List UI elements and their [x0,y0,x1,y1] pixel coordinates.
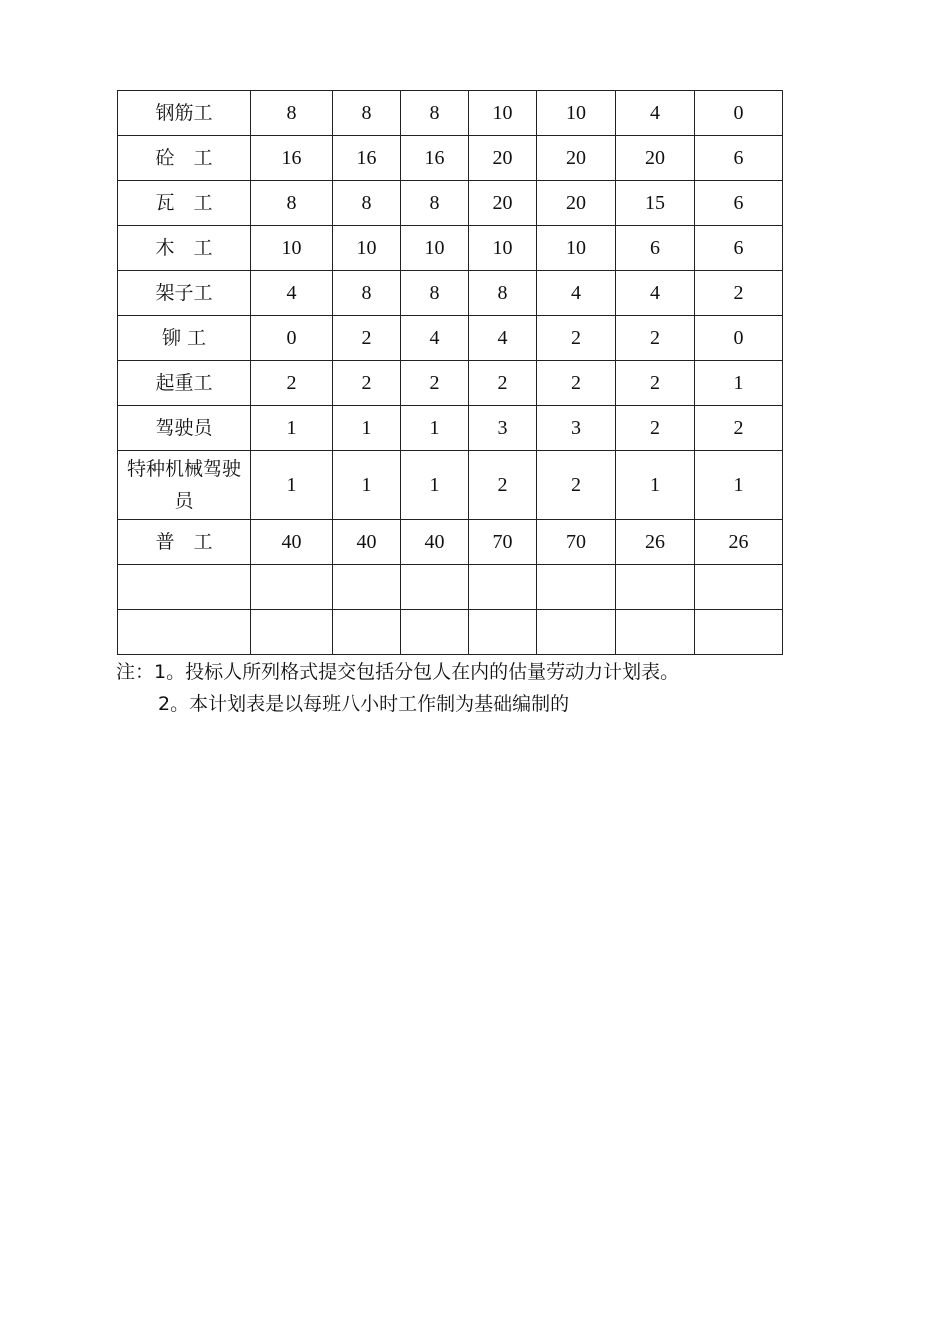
headcount-cell: 8 [251,91,333,136]
table-row [118,610,783,655]
headcount-cell: 1 [616,451,695,520]
headcount-cell: 2 [616,316,695,361]
headcount-cell: 8 [401,271,469,316]
headcount-cell [401,610,469,655]
headcount-cell: 8 [251,181,333,226]
headcount-cell: 1 [333,406,401,451]
headcount-cell: 1 [401,451,469,520]
headcount-cell: 2 [333,361,401,406]
headcount-cell: 2 [695,271,783,316]
headcount-cell: 16 [333,136,401,181]
headcount-cell [333,565,401,610]
headcount-cell: 4 [616,271,695,316]
headcount-cell: 1 [695,451,783,520]
headcount-cell: 1 [251,451,333,520]
headcount-cell [537,610,616,655]
headcount-cell [616,610,695,655]
headcount-cell: 2 [616,361,695,406]
headcount-cell: 10 [251,226,333,271]
worker-type-cell: 钢筋工 [118,91,251,136]
worker-type-cell: 起重工 [118,361,251,406]
headcount-cell: 4 [537,271,616,316]
table-row [118,451,783,520]
headcount-cell: 20 [616,136,695,181]
headcount-cell [401,565,469,610]
headcount-cell: 1 [401,406,469,451]
worker-type-cell: 瓦 工 [118,181,251,226]
headcount-cell: 2 [537,316,616,361]
labor-plan-table [117,90,783,655]
table-notes [116,656,679,720]
table-row [118,565,783,610]
headcount-cell: 20 [469,136,537,181]
headcount-cell: 6 [695,226,783,271]
headcount-cell: 26 [695,520,783,565]
headcount-cell: 10 [469,226,537,271]
table-row [118,226,783,271]
headcount-cell: 8 [469,271,537,316]
headcount-cell: 40 [333,520,401,565]
headcount-cell: 15 [616,181,695,226]
headcount-cell: 0 [695,316,783,361]
headcount-cell: 0 [251,316,333,361]
headcount-cell: 6 [616,226,695,271]
headcount-cell: 1 [333,451,401,520]
headcount-cell: 3 [469,406,537,451]
headcount-cell: 8 [333,271,401,316]
headcount-cell: 2 [469,361,537,406]
headcount-cell: 40 [401,520,469,565]
headcount-cell: 16 [401,136,469,181]
headcount-cell [695,610,783,655]
headcount-cell: 6 [695,181,783,226]
headcount-cell: 8 [401,181,469,226]
headcount-cell: 40 [251,520,333,565]
headcount-cell [469,565,537,610]
headcount-cell: 8 [401,91,469,136]
worker-type-cell: 架子工 [118,271,251,316]
headcount-cell: 70 [537,520,616,565]
worker-type-cell: 木 工 [118,226,251,271]
headcount-cell: 10 [537,226,616,271]
headcount-cell: 2 [251,361,333,406]
headcount-cell: 4 [616,91,695,136]
headcount-cell [469,610,537,655]
worker-type-cell: 特种机械驾驶员 [118,451,251,520]
headcount-cell: 10 [537,91,616,136]
table-row [118,520,783,565]
headcount-cell: 10 [333,226,401,271]
worker-type-cell: 铆 工 [118,316,251,361]
headcount-cell: 20 [469,181,537,226]
table-row [118,136,783,181]
headcount-cell: 4 [469,316,537,361]
headcount-cell: 2 [616,406,695,451]
headcount-cell: 10 [401,226,469,271]
headcount-cell: 4 [401,316,469,361]
table-row [118,361,783,406]
headcount-cell: 3 [537,406,616,451]
headcount-cell: 2 [537,361,616,406]
table-row [118,91,783,136]
worker-type-cell: 驾驶员 [118,406,251,451]
headcount-cell [251,565,333,610]
headcount-cell: 2 [333,316,401,361]
headcount-cell: 2 [401,361,469,406]
table-row [118,181,783,226]
worker-type-cell: 普 工 [118,520,251,565]
headcount-cell [537,565,616,610]
headcount-cell: 16 [251,136,333,181]
headcount-cell: 20 [537,181,616,226]
worker-type-cell [118,565,251,610]
headcount-cell: 8 [333,91,401,136]
headcount-cell [616,565,695,610]
headcount-cell: 1 [251,406,333,451]
headcount-cell [251,610,333,655]
headcount-cell: 1 [695,361,783,406]
note-line-2: 2。本计划表是以每班八小时工作制为基础编制的 [158,693,570,715]
headcount-cell: 4 [251,271,333,316]
headcount-cell: 2 [537,451,616,520]
table-row [118,316,783,361]
headcount-cell [695,565,783,610]
headcount-cell: 8 [333,181,401,226]
headcount-cell: 26 [616,520,695,565]
headcount-cell [333,610,401,655]
headcount-cell: 10 [469,91,537,136]
headcount-cell: 0 [695,91,783,136]
headcount-cell: 70 [469,520,537,565]
table-row [118,271,783,316]
headcount-cell: 6 [695,136,783,181]
headcount-cell: 2 [695,406,783,451]
worker-type-cell [118,610,251,655]
note-line-1: 注：1。投标人所列格式提交包括分包人在内的估量劳动力计划表。 [116,661,680,683]
worker-type-cell: 砼 工 [118,136,251,181]
headcount-cell: 2 [469,451,537,520]
headcount-cell: 20 [537,136,616,181]
labor-table-body [118,91,783,655]
table-row [118,406,783,451]
